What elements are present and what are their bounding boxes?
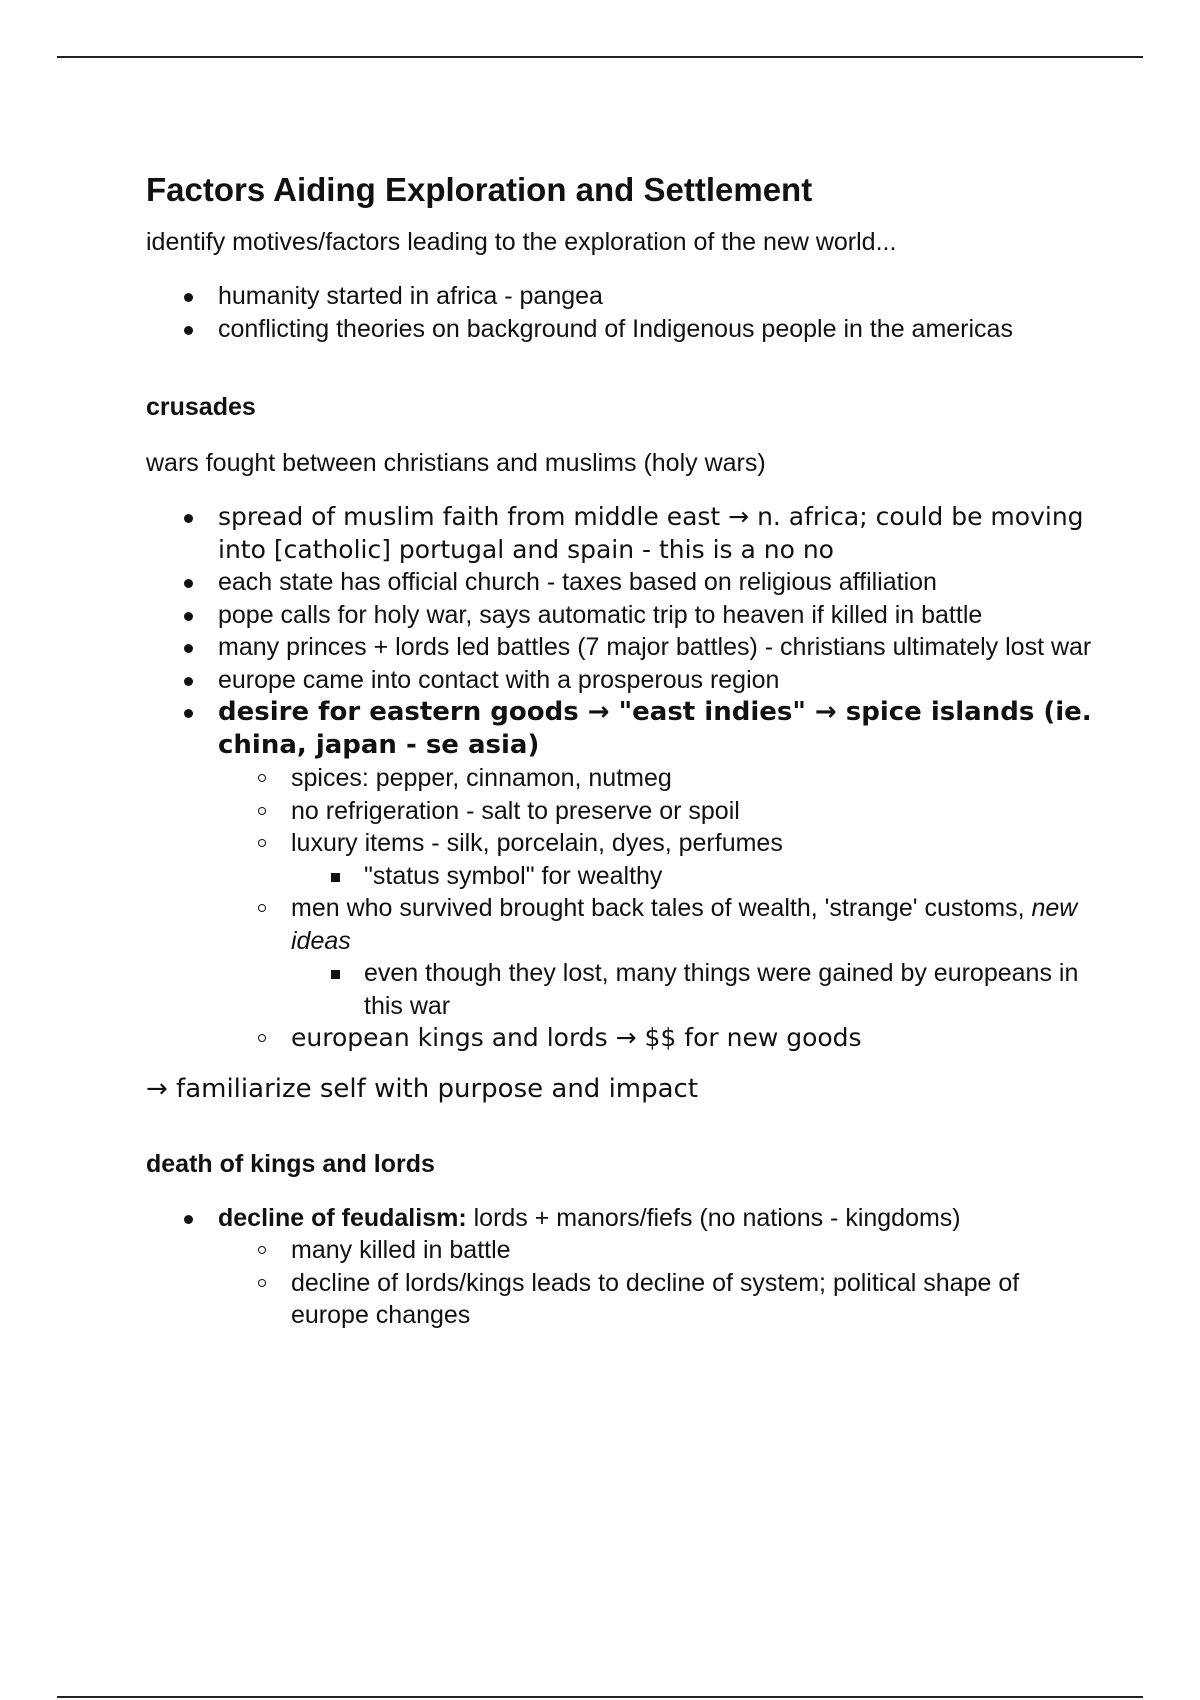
list-item: pope calls for holy war, says automatic trip to heaven if killed in battle — [146, 599, 1096, 632]
feudalism-label: decline of feudalism: — [218, 1203, 467, 1232]
bullet-dot-icon — [184, 514, 193, 523]
bullet-dot-icon — [184, 293, 193, 302]
new-ideas-emphasis: new ideas — [291, 894, 1078, 955]
feudalism-sublist — [218, 1234, 1096, 1332]
bullet-dot-icon — [184, 326, 193, 335]
intro-text: identify motives/factors leading to the exploration of the new world... — [146, 228, 897, 256]
list-item: spices: pepper, cinnamon, nutmeg — [146, 762, 1096, 795]
bullet-circle-icon — [258, 807, 266, 815]
list-item: many killed in battle — [146, 1234, 1096, 1267]
death-list — [146, 1202, 1096, 1332]
list-item — [146, 696, 1096, 1055]
bullet-circle-icon — [258, 774, 266, 782]
section-heading-crusades: crusades — [146, 393, 256, 421]
list-item: european kings and lords → $$ for new goods — [146, 1022, 1096, 1055]
bullet-circle-icon — [258, 1034, 266, 1042]
eastern-goods-sublist — [218, 762, 1096, 1055]
list-item: men who survived brought back tales of wealth, 'strange' customs, new ideas even though they lost, many things were gained by europeans in this war — [146, 892, 1096, 1022]
list-item: many princes + lords led battles (7 major battles) - christians ultimately lost war — [146, 631, 1096, 664]
bullet-square-icon — [331, 873, 340, 882]
bullet-dot-icon — [184, 709, 193, 718]
crusades-definition: wars fought between christians and muslims (holy wars) — [146, 449, 766, 477]
bullet-square-icon — [331, 970, 340, 979]
list-item: no refrigeration - salt to preserve or spoil — [146, 795, 1096, 828]
bottom-rule — [57, 1696, 1143, 1698]
list-item: spread of muslim faith from middle east → n. africa; could be moving into [catholic] portugal and spain - this is a no no — [146, 501, 1096, 566]
section-heading-death: death of kings and lords — [146, 1149, 435, 1178]
bullet-dot-icon — [184, 612, 193, 621]
list-item: decline of lords/kings leads to decline of system; political shape of europe changes — [146, 1267, 1096, 1332]
crusades-list — [146, 501, 1096, 1055]
eastern-goods-text: desire for eastern goods → "east indies" → spice islands (ie. china, japan - se asia) — [218, 697, 1092, 760]
bullet-dot-icon — [184, 1215, 193, 1224]
page-title: Factors Aiding Exploration and Settlement — [146, 171, 813, 208]
tales-sublist — [291, 957, 1096, 1022]
bullet-circle-icon — [258, 1279, 266, 1287]
list-item: europe came into contact with a prosperous region — [146, 664, 1096, 697]
bullet-circle-icon — [258, 839, 266, 847]
list-item: conflicting theories on background of Indigenous people in the americas — [146, 313, 1096, 346]
arrow-note: → familiarize self with purpose and impact — [146, 1073, 699, 1104]
list-item: decline of feudalism: lords + manors/fiefs (no nations - kingdoms) many killed in battle decline of lords/kings leads to decline of system; political shape of europe changes — [146, 1202, 1096, 1332]
bullet-circle-icon — [258, 1246, 266, 1254]
bullet-dot-icon — [184, 579, 193, 588]
bullet-dot-icon — [184, 677, 193, 686]
list-item: humanity started in africa - pangea — [146, 280, 1096, 313]
list-item: each state has official church - taxes based on religious affiliation — [146, 566, 1096, 599]
top-rule — [57, 56, 1143, 58]
list-item: luxury items - silk, porcelain, dyes, perfumes "status symbol" for wealthy — [146, 827, 1096, 892]
list-item: "status symbol" for wealthy — [291, 860, 1096, 893]
luxury-sublist — [291, 860, 1096, 893]
intro-list — [146, 280, 1096, 345]
bullet-circle-icon — [258, 904, 266, 912]
document-body — [146, 168, 1096, 1332]
bullet-dot-icon — [184, 644, 193, 653]
list-item: even though they lost, many things were gained by europeans in this war — [291, 957, 1096, 1022]
